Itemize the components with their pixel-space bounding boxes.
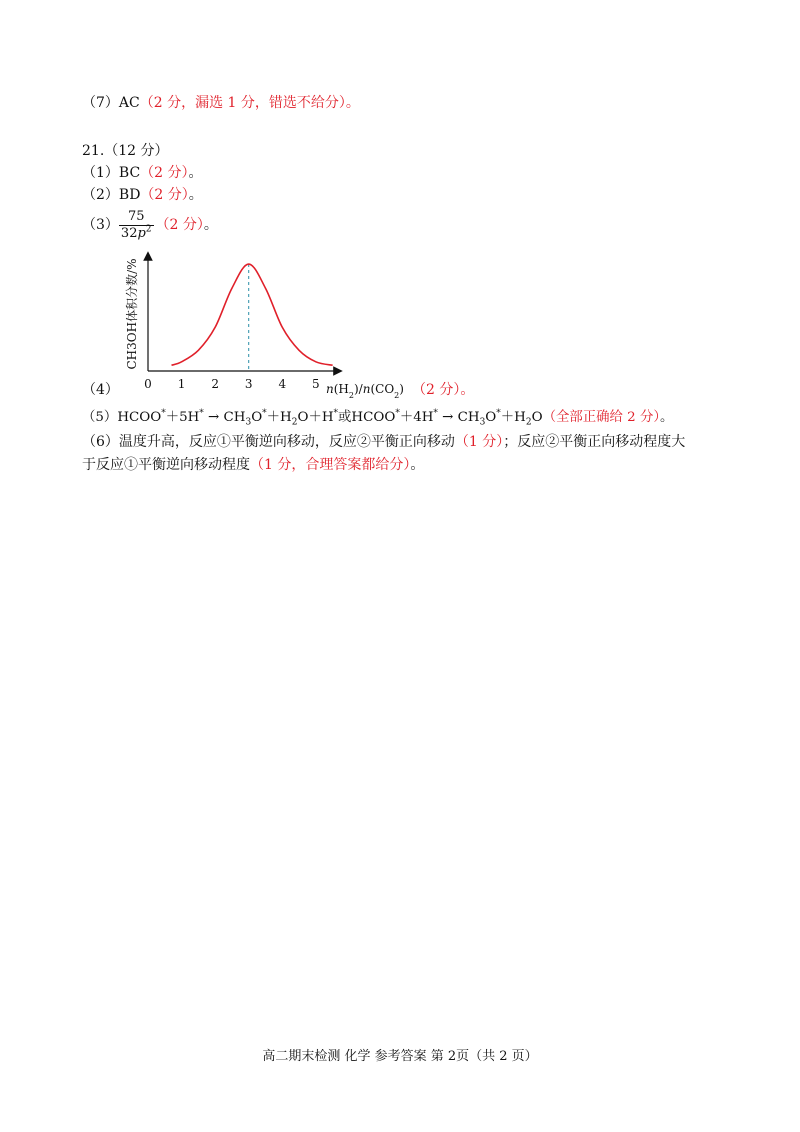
part5-score: （全部正确给 2 分） [542, 410, 661, 425]
q21-part3 [82, 208, 218, 242]
q7-label: （7）AC [82, 95, 140, 111]
series-curve [172, 264, 333, 365]
eq2-reactant: HCOO [351, 410, 396, 425]
q21-part4-score [412, 380, 474, 400]
part1-end: 。 [188, 165, 203, 181]
eq2-o: O [485, 410, 497, 425]
part6-score-a: （1 分） [454, 434, 504, 450]
part1-label: （1）BC [82, 165, 141, 181]
q21-part2 [82, 185, 203, 205]
part2-score: （2 分） [140, 187, 189, 203]
part6-score-b: （1 分，合理答案都给分） [250, 457, 411, 473]
denominator-coefficient: 32 [120, 225, 138, 241]
part6-end: 。 [410, 457, 425, 473]
denominator-exponent: 2 [145, 224, 152, 235]
subscript: 3 [245, 417, 252, 428]
part5-label: （5） [82, 410, 118, 425]
part4-score: （2 分）。 [412, 382, 475, 398]
part3-end: 。 [203, 217, 218, 233]
eq2-water-o: O [531, 410, 543, 425]
adsorbed-mark: * [433, 408, 438, 419]
x-tick-label: 3 [244, 377, 253, 391]
eq1-reactant: HCOO [117, 410, 162, 425]
x-tick-label: 4 [278, 377, 287, 391]
q21-title: 21.（12 分） [82, 143, 169, 159]
or-text: 或 [338, 410, 352, 425]
adsorbed-mark: * [395, 408, 400, 419]
fraction-numerator: 75 [119, 209, 154, 226]
q21-part6-line1 [82, 432, 685, 452]
x-tick-labels [144, 377, 319, 391]
q21-header [82, 141, 169, 161]
x-axis-label: $n(H_2)/n(CO_2)$ [326, 382, 404, 400]
q7-answer [82, 93, 360, 113]
part4-label: （4） [82, 382, 119, 398]
part3-score: （2 分） [155, 217, 204, 233]
adsorbed-mark: * [496, 408, 501, 419]
adsorbed-mark: * [199, 408, 204, 419]
adsorbed-mark: * [262, 408, 267, 419]
q21-part1 [82, 163, 203, 183]
adsorbed-mark: * [333, 408, 339, 419]
subscript: 3 [479, 417, 486, 428]
eq1-h: ＋5H [165, 410, 200, 425]
part2-label: （2）BD [82, 187, 141, 203]
eq2-arrow-ch: → CH [437, 410, 480, 425]
x-tick-label: 0 [144, 377, 152, 391]
adsorbed-mark: * [161, 408, 166, 419]
denominator-variable: p [137, 225, 146, 241]
part6-text-c: 于反应①平衡逆向移动程度 [82, 457, 250, 473]
fraction-denominator [119, 226, 154, 242]
x-tick-label: 5 [312, 377, 320, 391]
q21-part5 [82, 408, 673, 428]
eq1-o: O [251, 410, 263, 425]
methanol-fraction-chart [110, 250, 430, 402]
page-footer: 高二期末检测 化学 参考答案 第 2页（共 2 页） [262, 1049, 538, 1064]
eq1-water-o-h: O＋H [297, 410, 334, 425]
subscript: 2 [525, 417, 532, 428]
eq1-arrow-ch: → CH [203, 410, 246, 425]
x-tick-label: 1 [177, 377, 186, 391]
q7-scoring-note: （2 分，漏选 1 分，错选不给分）。 [139, 95, 360, 111]
part1-score: （2 分） [140, 165, 189, 181]
part6-text-b: ；反应②平衡正向移动程度大 [503, 434, 686, 450]
y-axis-label: CH3OH体积分数/% [125, 258, 139, 370]
part3-label: （3） [82, 217, 119, 233]
part2-end: 。 [188, 187, 203, 203]
part3-fraction [119, 209, 154, 242]
x-tick-label: 2 [211, 377, 219, 391]
q21-part6-line2 [82, 455, 424, 475]
q21-part4 [82, 380, 119, 400]
part5-end: 。 [660, 410, 674, 425]
subscript: 2 [291, 417, 298, 428]
eq1-water-h: ＋H [266, 410, 292, 425]
eq2-h: ＋4H [399, 410, 434, 425]
eq2-water-h: ＋H [500, 410, 526, 425]
part6-text-a: （6）温度升高，反应①平衡逆向移动，反应②平衡正向移动 [82, 434, 455, 450]
